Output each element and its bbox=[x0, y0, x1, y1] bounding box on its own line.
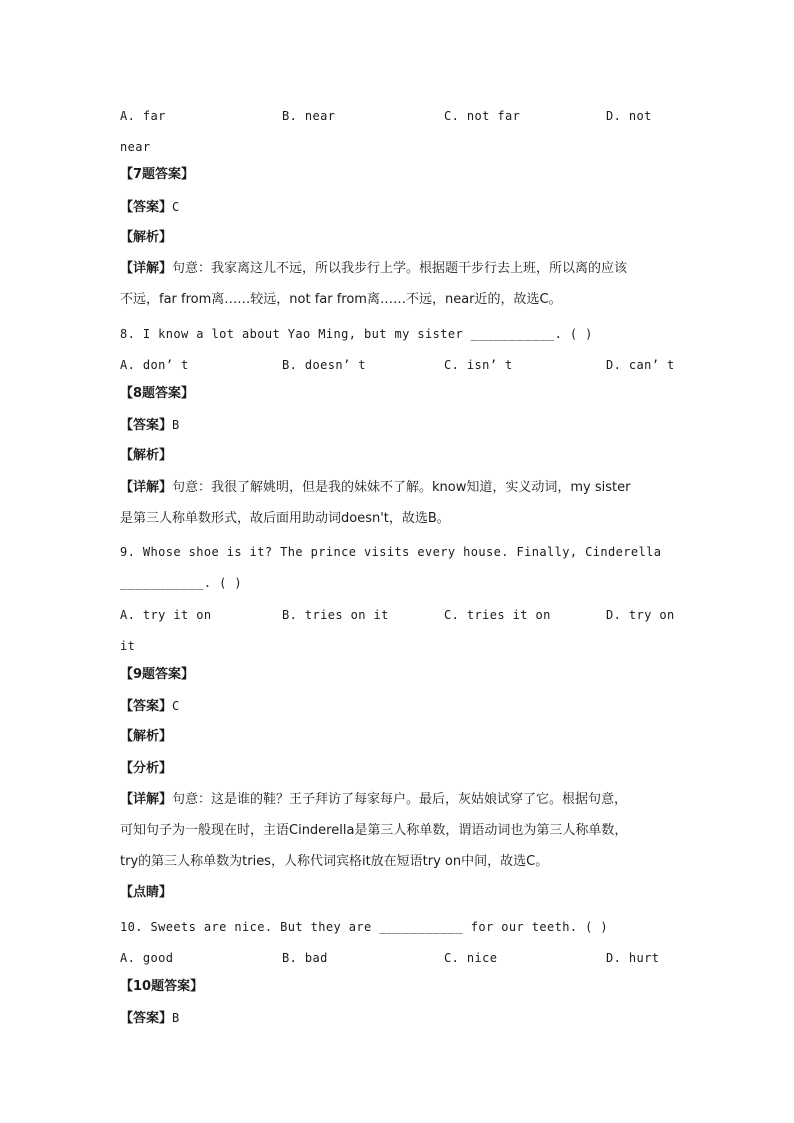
q7-answer-value: C bbox=[172, 200, 180, 214]
q9-option-a: A. try it on bbox=[120, 608, 212, 622]
q7-analysis-label: 【解析】 bbox=[120, 230, 173, 245]
q8-option-d: D. can’ t bbox=[606, 358, 675, 372]
q10-answer-value: B bbox=[172, 1011, 180, 1025]
q7-option-c: C. not far bbox=[444, 109, 521, 123]
q9-detail-text1: 句意：这是谁的鞋？王子拜访了每家每户。最后，灰姑娘试穿了它。根据句意， bbox=[172, 792, 628, 807]
q9-analysis-label: 【解析】 bbox=[120, 729, 173, 744]
q7-detail-line2: 不远，far from离……较远，not far from离……不远，near近的，故选C。 bbox=[120, 292, 562, 307]
q8-answer-heading: 【8题答案】 bbox=[120, 386, 195, 401]
q7-answer-label: 【答案】 bbox=[120, 200, 173, 215]
q10-option-a: A. good bbox=[120, 951, 174, 965]
q8-detail-label: 【详解】 bbox=[120, 480, 173, 495]
q8-answer-label: 【答案】 bbox=[120, 418, 173, 433]
q9-option-b: B. tries on it bbox=[282, 608, 389, 622]
q7-option-d: D. not bbox=[606, 109, 652, 123]
q8-answer-value: B bbox=[172, 418, 180, 432]
q8-option-b: B. doesn’ t bbox=[282, 358, 366, 372]
q8-detail-line2: 是第三人称单数形式，故后面用助动词doesn't，故选B。 bbox=[120, 511, 450, 526]
q7-option-a: A. far bbox=[120, 109, 166, 123]
q7-option-b: B. near bbox=[282, 109, 336, 123]
q8-question: 8. I know a lot about Yao Ming, but my sister ___________. ( ) bbox=[120, 327, 593, 341]
q8-detail-text1: 句意：我很了解姚明，但是我的妹妹不了解。know知道，实义动词，my sister bbox=[172, 480, 631, 495]
q9-question-line1: 9. Whose shoe is it? The prince visits every house. Finally, Cinderella bbox=[120, 545, 662, 559]
q10-answer bbox=[120, 1009, 680, 1028]
q9-dianjing-label: 【点睛】 bbox=[120, 885, 173, 900]
q9-answer-value: C bbox=[172, 699, 180, 713]
q9-fenxi-label: 【分析】 bbox=[120, 761, 173, 776]
q10-question: 10. Sweets are nice. But they are ___________ for our teeth. ( ) bbox=[120, 920, 608, 934]
q7-detail-label: 【详解】 bbox=[120, 261, 173, 276]
q9-detail-label: 【详解】 bbox=[120, 792, 173, 807]
q10-option-b: B. bad bbox=[282, 951, 328, 965]
q8-option-a: A. don’ t bbox=[120, 358, 189, 372]
q9-answer-label: 【答案】 bbox=[120, 699, 173, 714]
q7-detail-line1 bbox=[120, 260, 680, 278]
q8-detail-line1 bbox=[120, 479, 680, 497]
q9-option-c: C. tries it on bbox=[444, 608, 551, 622]
q8-option-c: C. isn’ t bbox=[444, 358, 513, 372]
q7-answer-heading: 【7题答案】 bbox=[120, 167, 195, 182]
q10-option-d: D. hurt bbox=[606, 951, 660, 965]
q9-option-d: D. try on bbox=[606, 608, 675, 622]
q9-answer bbox=[120, 697, 680, 716]
q9-answer-heading: 【9题答案】 bbox=[120, 667, 195, 682]
q7-option-wrap: near bbox=[120, 140, 151, 154]
q10-answer-label: 【答案】 bbox=[120, 1011, 173, 1026]
q9-detail-line1 bbox=[120, 791, 680, 809]
q7-answer bbox=[120, 198, 680, 217]
q9-question-line2: ___________. ( ) bbox=[120, 576, 242, 590]
q8-answer bbox=[120, 416, 680, 435]
q9-detail-line3: try的第三人称单数为tries，人称代词宾格it放在短语try on中间，故选C。 bbox=[120, 854, 549, 869]
q10-answer-heading: 【10题答案】 bbox=[120, 979, 204, 994]
q10-option-c: C. nice bbox=[444, 951, 498, 965]
q7-detail-text1: 句意：我家离这儿不远，所以我步行上学。根据题干步行去上班，所以离的应该 bbox=[172, 261, 628, 276]
q8-analysis-label: 【解析】 bbox=[120, 448, 173, 463]
q9-detail-line2: 可知句子为一般现在时，主语Cinderella是第三人称单数，谓语动词也为第三人称单数， bbox=[120, 823, 628, 838]
q9-option-wrap: it bbox=[120, 639, 136, 653]
